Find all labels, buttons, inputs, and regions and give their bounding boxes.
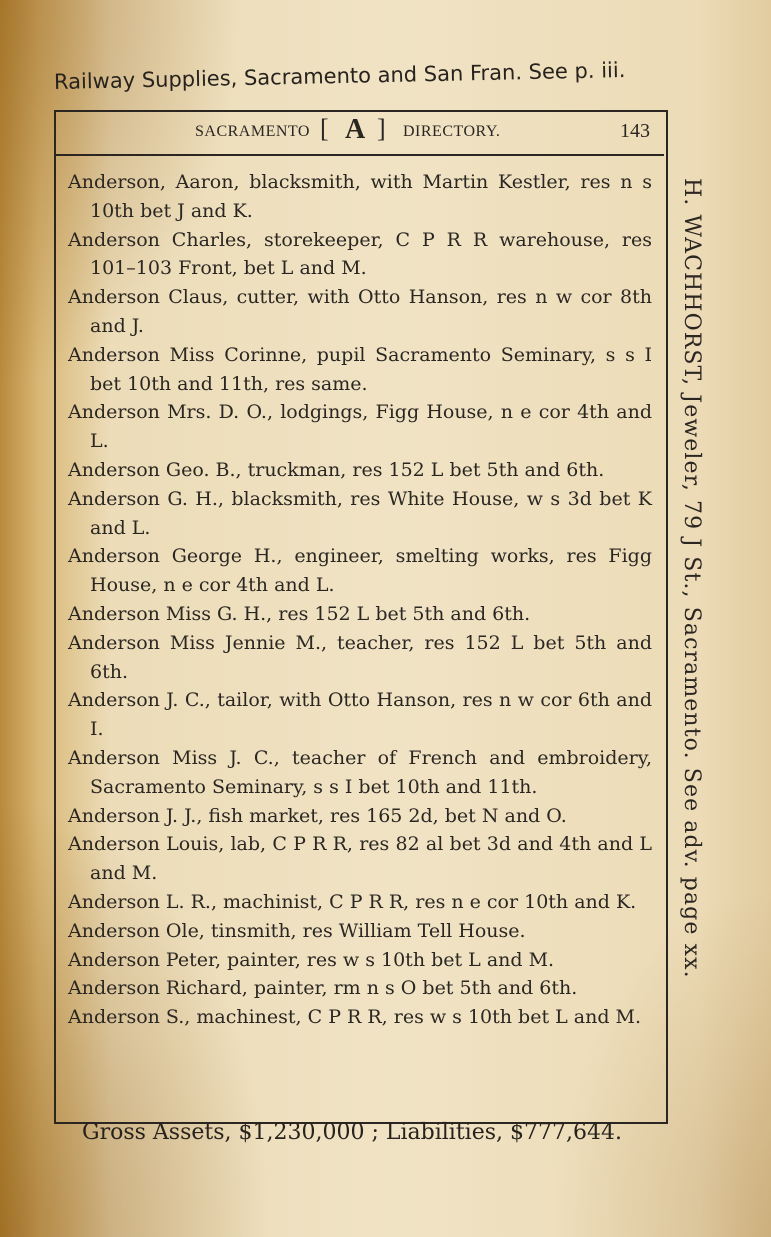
directory-entry: Anderson J. C., tailor, with Otto Hanson, res n w cor 6th and I. <box>68 689 652 741</box>
directory-entry: Anderson L. R., machinist, C P R R, res n e cor 10th and K. <box>68 890 637 913</box>
header-title: DIRECTORY. <box>403 123 501 140</box>
directory-entry: Anderson G. H., blacksmith, res White House, w s 3d bet K and L. <box>68 487 652 539</box>
directory-entry: Anderson Geo. B., truckman, res 152 L bet 5th and 6th. <box>68 458 605 481</box>
header-section-letter: A <box>345 114 366 145</box>
side-advert: H. WACHHORST, Jeweler, 79 J St., Sacramento. See adv. page xx. <box>679 178 704 979</box>
directory-entry: Anderson Miss G. H., res 152 L bet 5th and 6th. <box>68 602 531 625</box>
page-number: 143 <box>620 120 650 142</box>
directory-entry: Anderson George H., engineer, smelting works, res Figg House, n e cor 4th and L. <box>68 545 652 597</box>
header-open-bracket: [ <box>320 114 329 143</box>
running-header <box>54 114 664 156</box>
directory-entry: Anderson Miss Corinne, pupil Sacramento Seminary, s s I bet 10th and 11th, res same. <box>68 343 652 395</box>
directory-entry: Anderson Claus, cutter, with Otto Hanson, res n w cor 8th and J. <box>68 286 652 337</box>
directory-entries <box>68 168 652 1032</box>
directory-entry: Anderson Louis, lab, C P R R, res 82 al bet 3d and 4th and L and M. <box>68 833 652 885</box>
header-close-bracket: ] <box>377 114 386 143</box>
directory-entry: Anderson, Aaron, blacksmith, with Martin Kestler, res n s 10th bet J and K. <box>68 171 652 222</box>
directory-entry: Anderson Miss J. C., teacher of French and embroidery, Sacramento Seminary, s s I bet 10th and 11th. <box>68 746 652 798</box>
top-advert-banner: Railway Supplies, Sacramento and San Fran. See p. iii. <box>53 58 626 94</box>
directory-entry: Anderson S., machinest, C P R R, res w s 10th bet L and M. <box>68 1006 642 1029</box>
directory-entry: Anderson Miss Jennie M., teacher, res 152 L bet 5th and 6th. <box>68 631 652 683</box>
header-city: SACRAMENTO <box>195 123 310 140</box>
footer-advert: Gross Assets, $1,230,000 ; Liabilities, $777,644. <box>82 1120 622 1145</box>
directory-entry: Anderson Charles, storekeeper, C P R R warehouse, res 101–103 Front, bet L and M. <box>68 228 652 280</box>
directory-entry: Anderson Mrs. D. O., lodgings, Figg House, n e cor 4th and L. <box>68 401 652 453</box>
directory-entry: Anderson Ole, tinsmith, res William Tell House. <box>68 919 526 942</box>
directory-entry: Anderson Richard, painter, rm n s O bet 5th and 6th. <box>68 977 578 1000</box>
directory-entry: Anderson J. J., fish market, res 165 2d, bet N and O. <box>68 804 567 827</box>
directory-entry: Anderson Peter, painter, res w s 10th bet L and M. <box>68 948 555 971</box>
